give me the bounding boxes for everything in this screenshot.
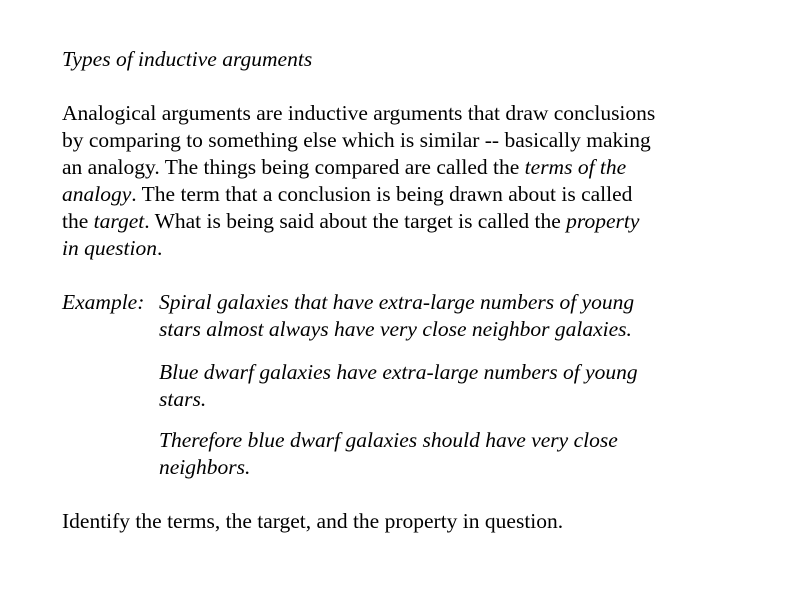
paragraph-line-2: by comparing to something else which is similar -- basically making xyxy=(62,128,651,152)
term-target: target xyxy=(93,209,145,233)
example-body xyxy=(159,289,739,479)
example-label: Example: xyxy=(62,290,145,314)
term-property: property xyxy=(566,209,640,233)
paragraph-line-5: the target. What is being said about the target is called the property xyxy=(62,209,640,233)
analogical-arguments-paragraph xyxy=(62,100,738,262)
slide-page xyxy=(62,0,762,600)
conclusion: Therefore blue dwarf galaxies should have very close neighbors. xyxy=(159,428,618,479)
term-analogy: analogy xyxy=(62,182,132,206)
paragraph-line-3: an analogy. The things being compared are called the terms of the xyxy=(62,155,627,179)
paragraph-line-4: analogy. The term that a conclusion is being drawn about is called xyxy=(62,182,633,206)
paragraph-line-6: in question. xyxy=(62,236,163,260)
term-in-question: in question xyxy=(62,236,157,260)
premise-2: Blue dwarf galaxies have extra-large numbers of young stars. xyxy=(159,360,638,411)
premise-1: Spiral galaxies that have extra-large numbers of young stars almost always have very close neighbor galaxies. xyxy=(159,290,635,341)
question-text: Identify the terms, the target, and the property in question. xyxy=(62,509,564,533)
paragraph-line-1: Analogical arguments are inductive arguments that draw conclusions xyxy=(62,101,656,125)
slide-title: Types of inductive arguments xyxy=(62,47,313,71)
term-terms-of-the-analogy: terms of the xyxy=(524,155,627,179)
